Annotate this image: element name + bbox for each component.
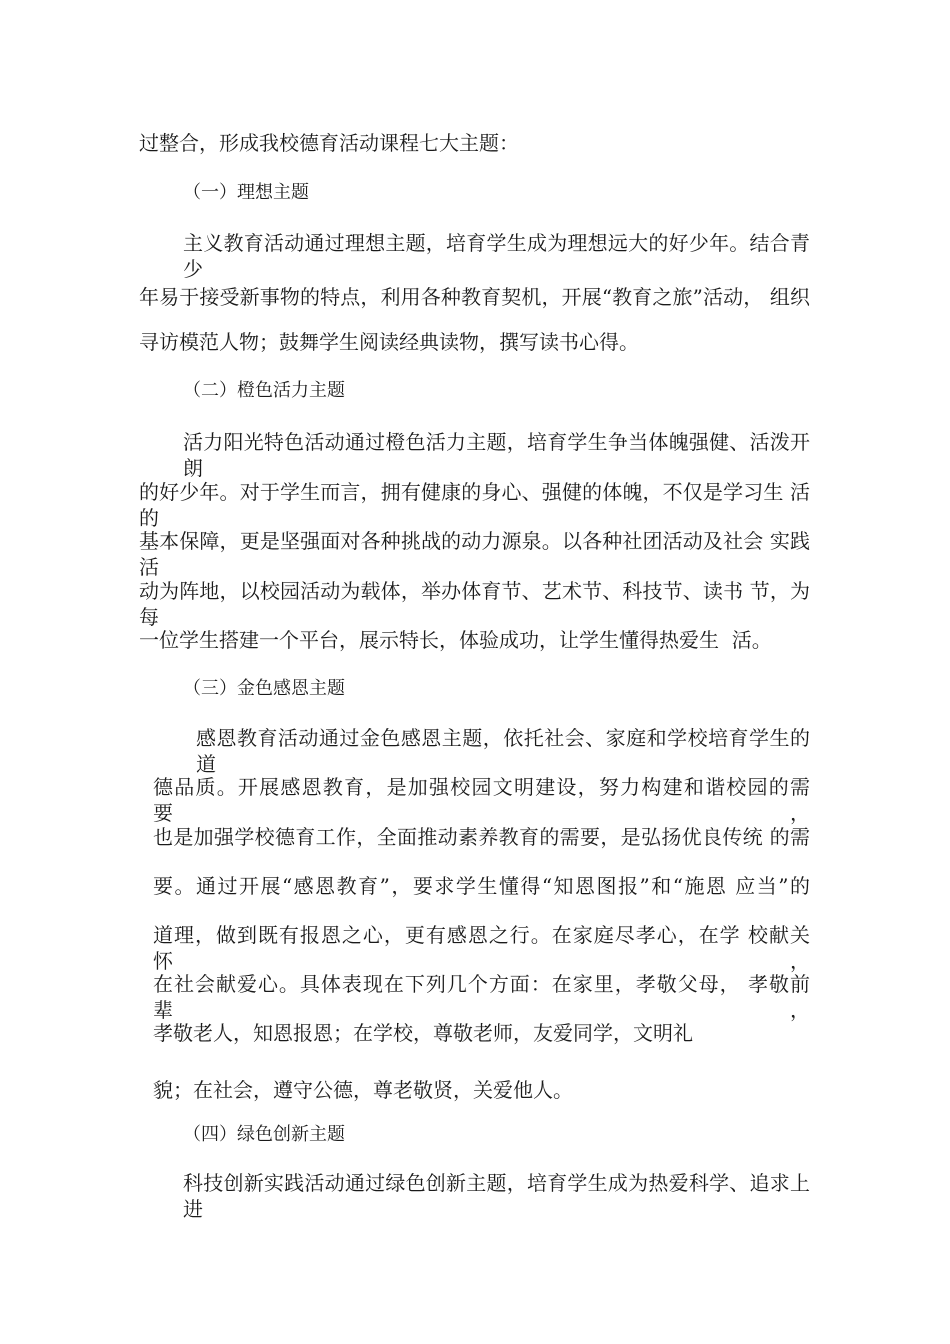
paragraph-line: 活力阳光特色活动通过橙色活力主题，培育学生争当体魄强健、活泼开 朗 — [183, 430, 810, 480]
paragraph-line: 孝敬老人，知恩报恩；在学校，尊敬老师，友爱同学，文明礼 — [153, 1021, 693, 1045]
paragraph-line: 寻访模范人物；鼓舞学生阅读经典读物，撰写读书心得。 — [139, 330, 639, 354]
section-heading: （一）理想主题 — [183, 182, 309, 203]
paragraph-line: 年易于接受新事物的特点，利用各种教育契机，开展“教育之旅”活动， 组织 — [139, 285, 810, 309]
paragraph-line: 科技创新实践活动通过绿色创新主题，培育学生成为热爱科学、追求上 进 — [183, 1171, 810, 1221]
paragraph-line: 基本保障，更是坚强面对各种挑战的动力源泉。以各种社团活动及社会 实践活 — [139, 529, 810, 579]
section-heading: （三）金色感恩主题 — [183, 678, 345, 699]
paragraph-line: 感恩教育活动通过金色感恩主题，依托社会、家庭和学校培育学生的 道 — [196, 726, 810, 776]
paragraph-line: 道理，做到既有报恩之心，更有感恩之行。在家庭尽孝心，在学 校献关怀， — [153, 923, 810, 973]
paragraph-line: 德品质。开展感恩教育，是加强校园文明建设，努力构建和谐校园的需 要， — [153, 775, 810, 825]
paragraph-line: 在社会献爱心。具体表现在下列几个方面：在家里，孝敬父母， 孝敬前辈， — [153, 972, 810, 1022]
paragraph-line: 动为阵地，以校园活动为载体，举办体育节、艺术节、科技节、读书 节，为每 — [139, 579, 810, 629]
paragraph-line: 一位学生搭建一个平台，展示特长，体验成功，让学生懂得热爱生 活。 — [139, 628, 772, 652]
intro-line: 过整合，形成我校德育活动课程七大主题： — [139, 131, 519, 155]
paragraph-line: 的好少年。对于学生而言，拥有健康的身心、强健的体魄，不仅是学习生 活的 — [139, 480, 810, 530]
paragraph-line: 貌；在社会，遵守公德，尊老敬贤，关爱他人。 — [153, 1078, 573, 1102]
section-heading: （二）橙色活力主题 — [183, 380, 345, 401]
paragraph-line: 也是加强学校德育工作，全面推动素养教育的需要，是弘扬优良传统 的需 — [153, 825, 810, 849]
paragraph-line: 主义教育活动通过理想主题，培育学生成为理想远大的好少年。结合青 少 — [183, 231, 810, 281]
section-heading: （四）绿色创新主题 — [183, 1124, 345, 1145]
paragraph-line: 要。通过开展“感恩教育”，要求学生懂得“知恩图报”和“施恩 应当”的 — [153, 874, 810, 898]
